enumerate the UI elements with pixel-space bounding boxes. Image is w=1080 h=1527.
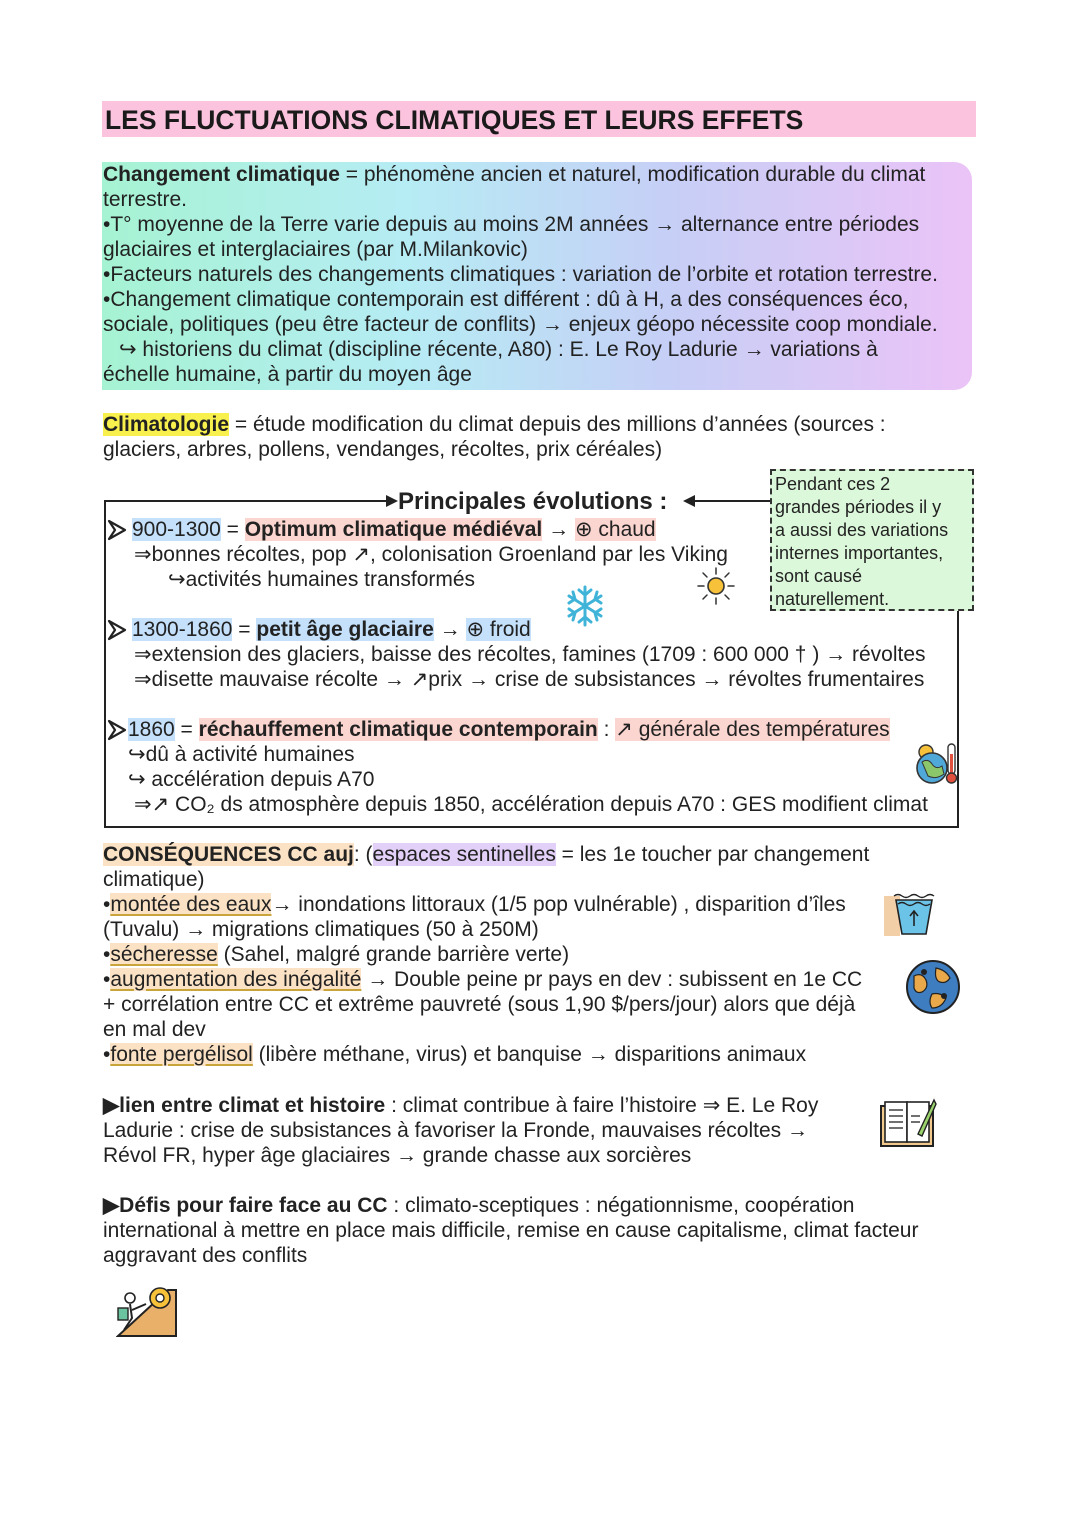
- lien-section: ▶lien entre climat et histoire : climat contribue à faire l’histoire ⇒ E. Le Roy Ladurie : crise de subsistances à favoriser la Fronde, mauvaises récoltes → Révol FR, hyper âge glaciaires → grande chasse aux sorcières: [103, 1094, 819, 1167]
- defis-heading: ▶Défis pour faire face au CC: [103, 1194, 388, 1217]
- consequences-heading: CONSÉQUENCES CC auj: [103, 843, 354, 866]
- climatologie-term: Climatologie: [103, 413, 230, 436]
- diamond-bullet-icon: [106, 519, 128, 541]
- evolutions-heading: Principales évolutions :: [398, 488, 668, 515]
- water-level-icon: [884, 892, 944, 938]
- period-contemporary: 1860 = réchauffement climatique contemporain : ↗ générale des températures ↪dû à activité humaines ↪ accélération depuis A70 ⇒↗ CO₂ ds atmosphère depuis 1850, accélération depuis A70 : GES modifient climat: [106, 717, 928, 817]
- diamond-bullet-icon: [106, 619, 128, 641]
- period-little-ice-age: 1300-1860 = petit âge glaciaire → ⊕ froid ⇒extension des glaciers, baisse des récoltes, famines (1709 : 600 000 † ) → révoltes ⇒disette mauvaise récolte → ↗prix → crise de subsistances → révoltes frumentaires: [106, 617, 926, 692]
- climatologie-section: Climatologie = étude modification du climat depuis des millions d’années (sources : glaciers, arbres, pollens, vendanges, récoltes, prix céréales): [103, 413, 886, 461]
- period-medieval: 900-1300 = Optimum climatique médiéval → ⊕ chaud ⇒bonnes récoltes, pop ↗, colonisation Groenland par les Viking ↪activités humaines transformés: [106, 517, 728, 592]
- globe-icon: [904, 958, 962, 1016]
- page-title: LES FLUCTUATIONS CLIMATIQUES ET LEURS EFFETS: [102, 101, 976, 137]
- sun-icon: [696, 566, 736, 606]
- book-icon: [878, 1098, 938, 1150]
- diamond-bullet-icon: [106, 719, 128, 741]
- frame-top-line: [104, 500, 388, 502]
- consequences-section: CONSÉQUENCES CC auj: (espaces sentinelles = les 1e toucher par changement climatique) •montée des eaux→ inondations littoraux (1/5 pop vulnérable) , disparition d’îles (Tuvalu) → migrations climatiques (50 à 250M) •sécheresse (Sahel, malgré grande barrière verte) •augmentation des inégalité → Double peine pr pays en dev : subissent en 1e CC + corrélation entre CC et extrême pauvreté (sous 1,90 $/pers/jour) alors que déjà en mal dev •fonte pergélisol (libère méthane, virus) et banquise → disparitions animaux: [103, 843, 870, 1066]
- arrow-right-icon: [386, 495, 398, 507]
- climber-icon: [116, 1282, 178, 1338]
- note-connector: [693, 500, 771, 502]
- lien-heading: ▶lien entre climat et histoire: [103, 1094, 386, 1117]
- hot-earth-icon: [910, 740, 960, 786]
- intro-text: Changement climatique = phénomène ancien et naturel, modification durable du climat terrestre. •T° moyenne de la Terre varie depuis au moins 2M années → alternance entre périodes glaciaires et interglaciaires (par M.Milankovic) •Facteurs naturels des changements climatiques : variation de l’orbite et rotation terrestre. •Changement climatique contemporain est différent : dû à H, a des conséquences éco, sociale, politiques (peu être facteur de conflits) → enjeux géopo nécessite coop mondiale. ↪ historiens du climat (discipline récente, A80) : E. Le Roy Ladurie → variations à échelle humaine, à partir du moyen âge: [103, 163, 938, 386]
- note-box: Pendant ces 2 grandes périodes il y a aussi des variations internes importantes, sont causé naturellement.: [770, 469, 974, 611]
- intro-term: Changement climatique: [103, 163, 340, 186]
- defis-section: ▶Défis pour faire face au CC : climato-sceptiques : négationnisme, coopération international à mettre en place mais difficile, remise en cause capitalisme, climat facteur aggravant des conflits: [103, 1194, 919, 1267]
